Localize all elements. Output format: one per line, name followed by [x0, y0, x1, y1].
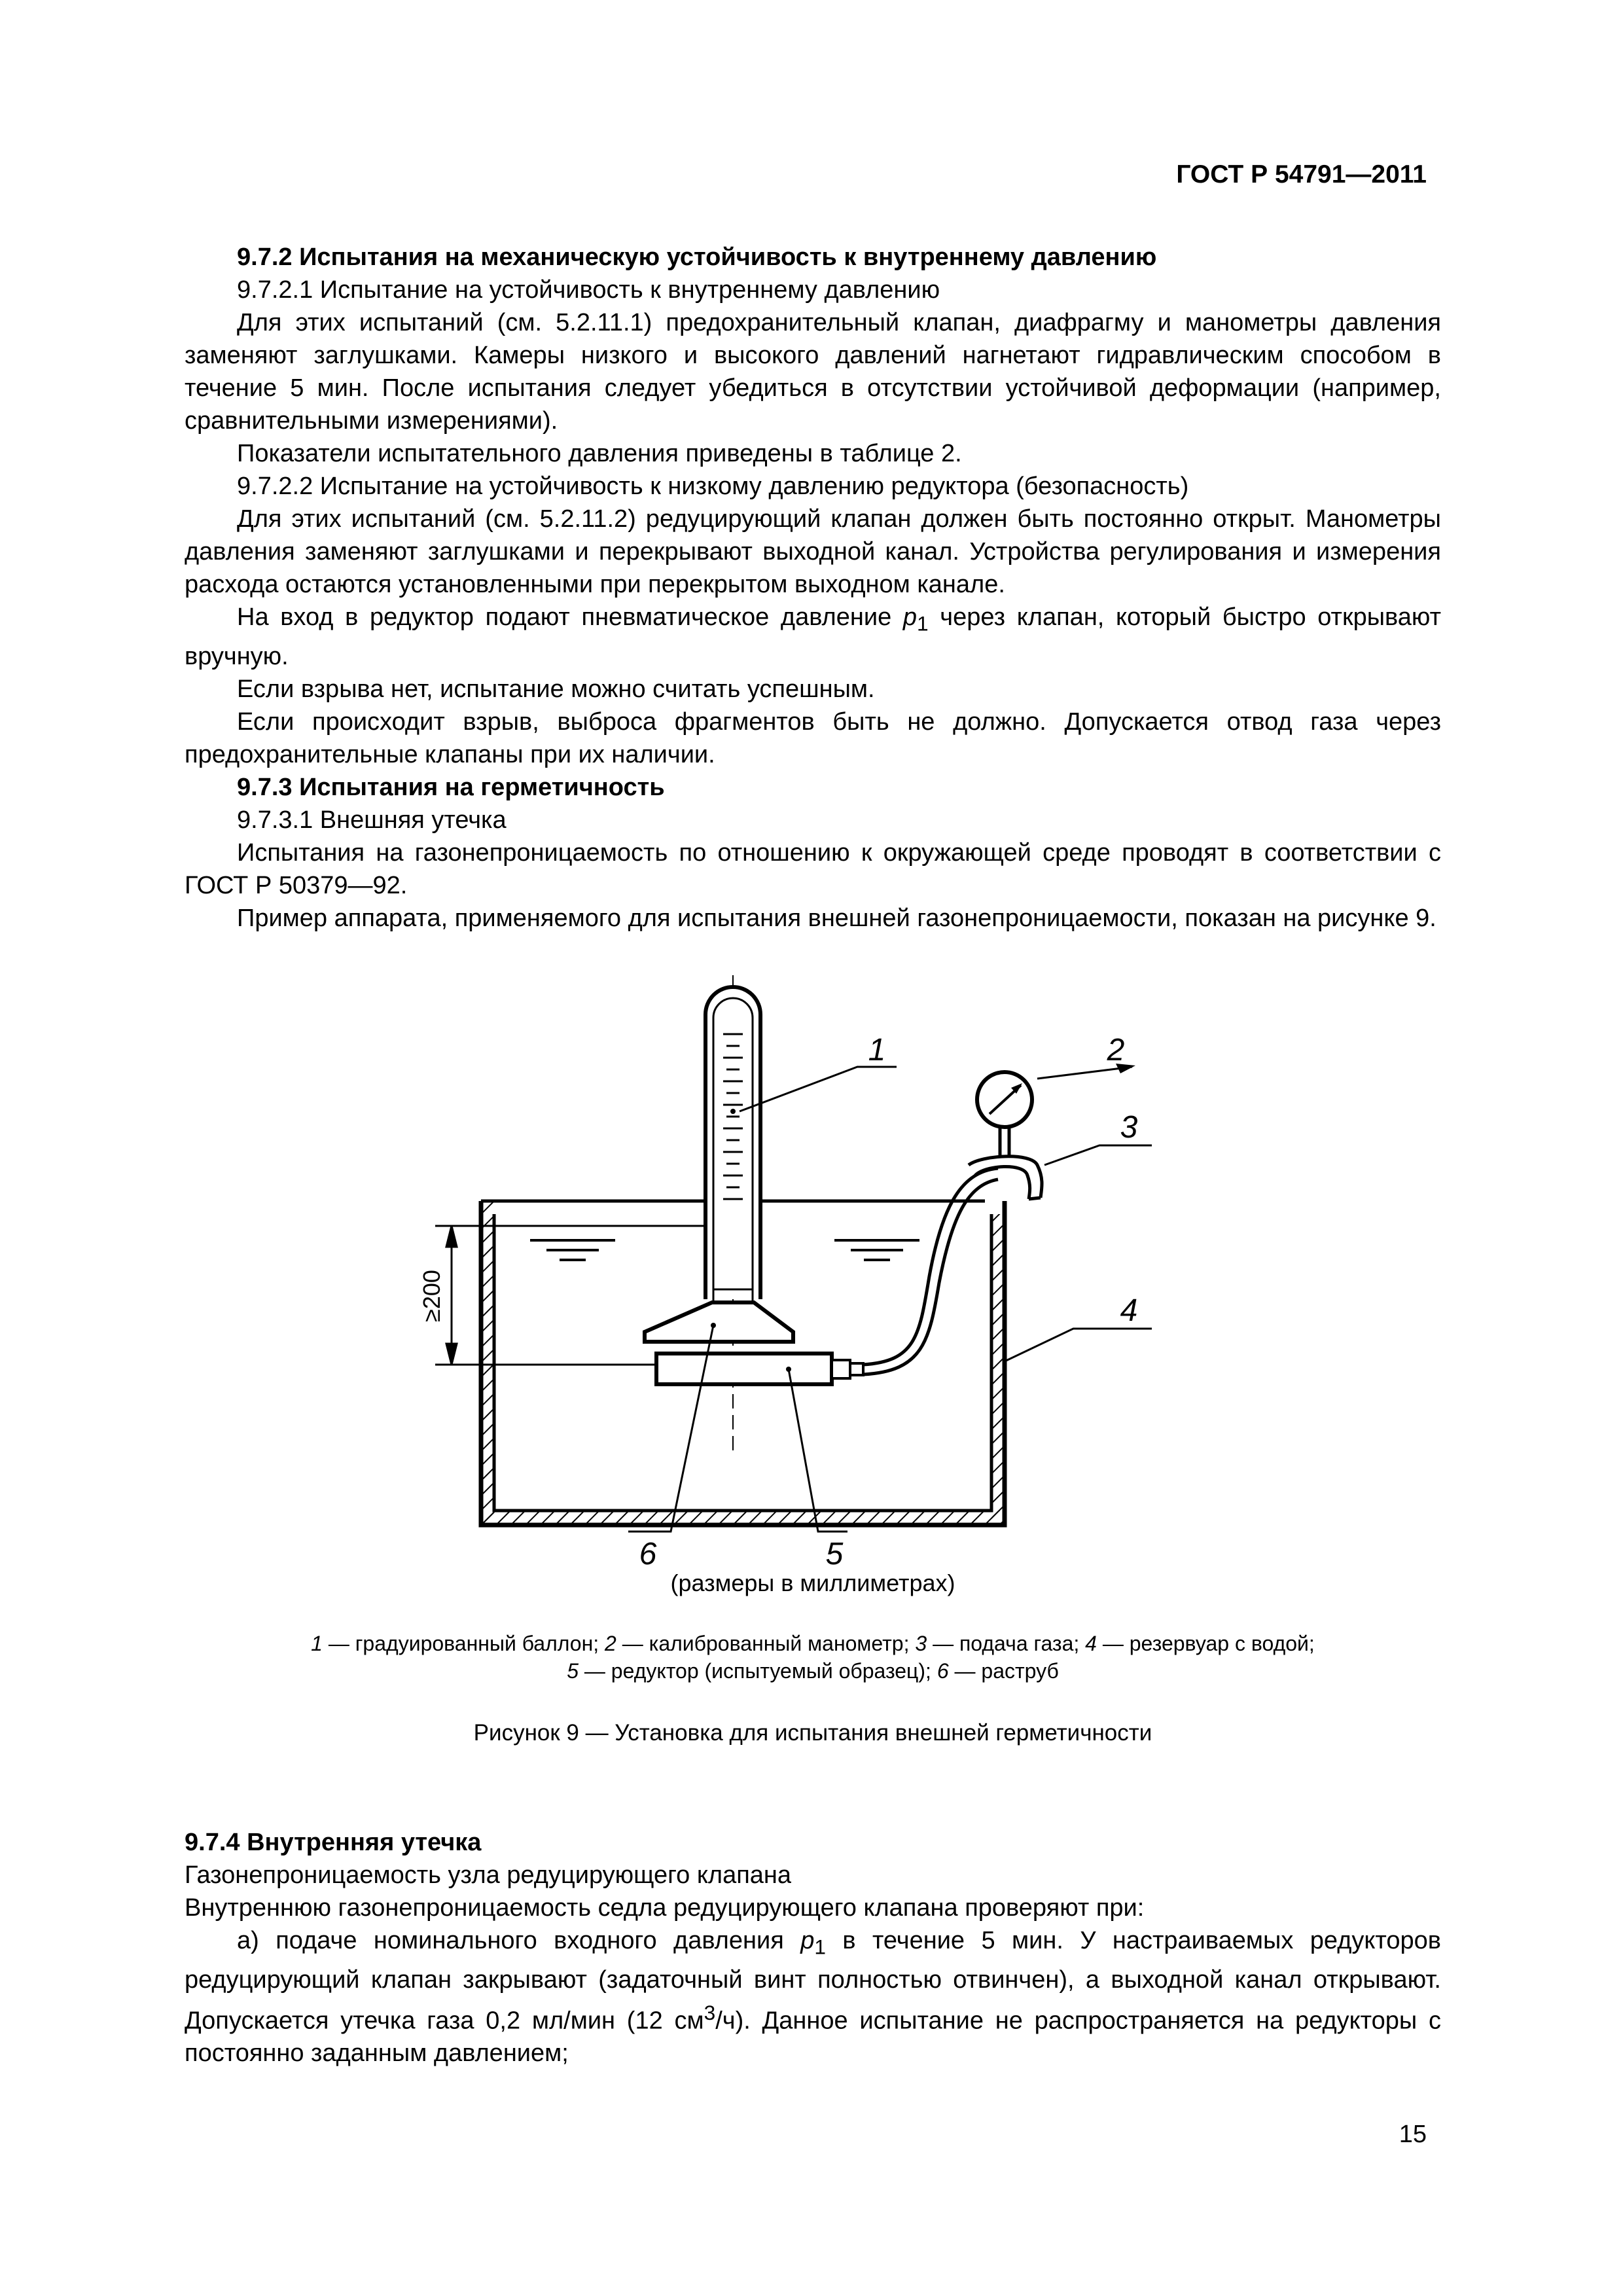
paragraph: Для этих испытаний (см. 5.2.11.2) редуцирующий клапан должен быть постоянно открыт. Манометры давления заменяют заглушками и перекрывают выходной канал. Устройства регулирования и измерения расхода остаются установленными при перекрытом выходном канале. [185, 505, 1441, 598]
text-run: через клапан, который быстро открывают вручную. [185, 603, 1441, 670]
page-number: 15 [1399, 2121, 1427, 2148]
heading-text: Испытания на механическую устойчивость к внутреннему давлению [299, 243, 1157, 271]
graduated-cylinder [705, 987, 760, 1302]
paragraph: Внутреннюю газонепроницаемость седла редуцирующего клапана проверяют при: [185, 1894, 1145, 1922]
legend-num: 4 [1085, 1632, 1097, 1655]
dim-label: ≥200 [418, 1270, 445, 1322]
text-run: в течение 5 мин. У настраиваемых редукторов редуцирующий клапан закрывают (задаточный винт полностью отвинчен), а выходной канал открывают. Допускается утечка газа 0,2 мл/мин (12 см [185, 1927, 1441, 2035]
label-3: 3 [1120, 1110, 1138, 1145]
funnel [645, 1302, 793, 1342]
legend-text: — калиброванный манометр; [616, 1632, 916, 1655]
label-1: 1 [868, 1033, 886, 1067]
legend-text: — подача газа; [927, 1632, 1086, 1655]
legend-num: 2 [605, 1632, 616, 1655]
paragraph: Для этих испытаний (см. 5.2.11.1) предохранительный клапан, диафрагму и манометры давления заменяют заглушками. Камеры низкого и высокого давлений нагнетают гидравлическим способом в течение 5 мин. После испытания следует убедиться в отсутствии устойчивой деформации (например, сравнительными измерениями). [185, 309, 1441, 435]
paragraph: Если взрыва нет, испытание можно считать успешным. [237, 675, 875, 703]
gas-supply-hose [863, 1168, 998, 1374]
label-5: 5 [825, 1537, 844, 1571]
dimensions-note: (размеры в миллиметрах) [670, 1570, 955, 1596]
figure-legend [185, 1630, 1441, 1685]
figure-title: Рисунок 9 — Установка для испытания внешней герметичности [473, 1720, 1152, 1746]
paragraph: Пример аппарата, применяемого для испытания внешней газонепроницаемости, показан на рисунке 9. [237, 904, 1436, 932]
document-header: ГОСТ Р 54791—2011 [1176, 160, 1427, 188]
list-item-a [185, 1924, 1441, 2070]
legend-line-1 [185, 1630, 1441, 1657]
text-run: а) подаче номинального входного давления [237, 1927, 801, 1954]
main-text-block [185, 241, 1441, 935]
text-run: На вход в редуктор подают пневматическое давление [237, 603, 903, 631]
paragraph: Газонепроницаемость узла редуцирующего клапана [185, 1861, 792, 1889]
paragraph: Показатели испытательного давления приведены в таблице 2. [237, 440, 962, 467]
legend-num: 5 [567, 1659, 579, 1683]
subsection-title-9-7-3-1: 9.7.3.1 Внешняя утечка [237, 806, 507, 834]
subsection-title-9-7-2-1: 9.7.2.1 Испытание на устойчивость к внутреннему давлению [237, 276, 940, 304]
legend-num: 1 [311, 1632, 323, 1655]
legend-text: — градуированный баллон; [322, 1632, 605, 1655]
legend-text: — редуктор (испытуемый образец); [579, 1659, 937, 1683]
subscript: 1 [917, 611, 929, 636]
reducer [656, 1354, 863, 1384]
legend-text: — раструб [948, 1659, 1059, 1683]
legend-text: — резервуар с водой; [1096, 1632, 1315, 1655]
section-heading-9-7-2 [185, 241, 1441, 274]
label-6: 6 [639, 1537, 657, 1571]
main-text-block-2 [185, 1826, 1441, 2070]
superscript: 3 [704, 2000, 716, 2024]
legend-line-2 [185, 1657, 1441, 1685]
label-2: 2 [1107, 1033, 1125, 1067]
figure-9-diagram [0, 969, 1623, 1597]
var-p: p [800, 1927, 815, 1954]
pressure-gauge [969, 1072, 1042, 1199]
text-run: /ч). Данное испытание не распространяется на редукторы с постоянно заданным давлением; [185, 2007, 1441, 2068]
var-p: p [902, 603, 918, 631]
section-heading-9-7-4: 9.7.4 Внутренняя утечка [185, 1829, 482, 1856]
paragraph: Если происходит взрыв, выброса фрагментов быть не должно. Допускается отвод газа через предохранительные клапаны при их наличии. [185, 708, 1441, 768]
subscript: 1 [814, 1935, 826, 1959]
subsection-title-9-7-2-2: 9.7.2.2 Испытание на устойчивость к низкому давлению редуктора (безопасность) [237, 473, 1189, 500]
label-4: 4 [1120, 1293, 1138, 1328]
paragraph: Испытания на газонепроницаемость по отношению к окружающей среде проводят в соответствии с ГОСТ Р 50379—92. [185, 838, 1441, 899]
heading-number: 9.7.2 [237, 243, 293, 271]
section-heading-9-7-3: 9.7.3 Испытания на герметичность [237, 773, 665, 801]
legend-num: 3 [915, 1632, 927, 1655]
paragraph-pressure [185, 601, 1441, 673]
legend-num: 6 [936, 1659, 949, 1683]
